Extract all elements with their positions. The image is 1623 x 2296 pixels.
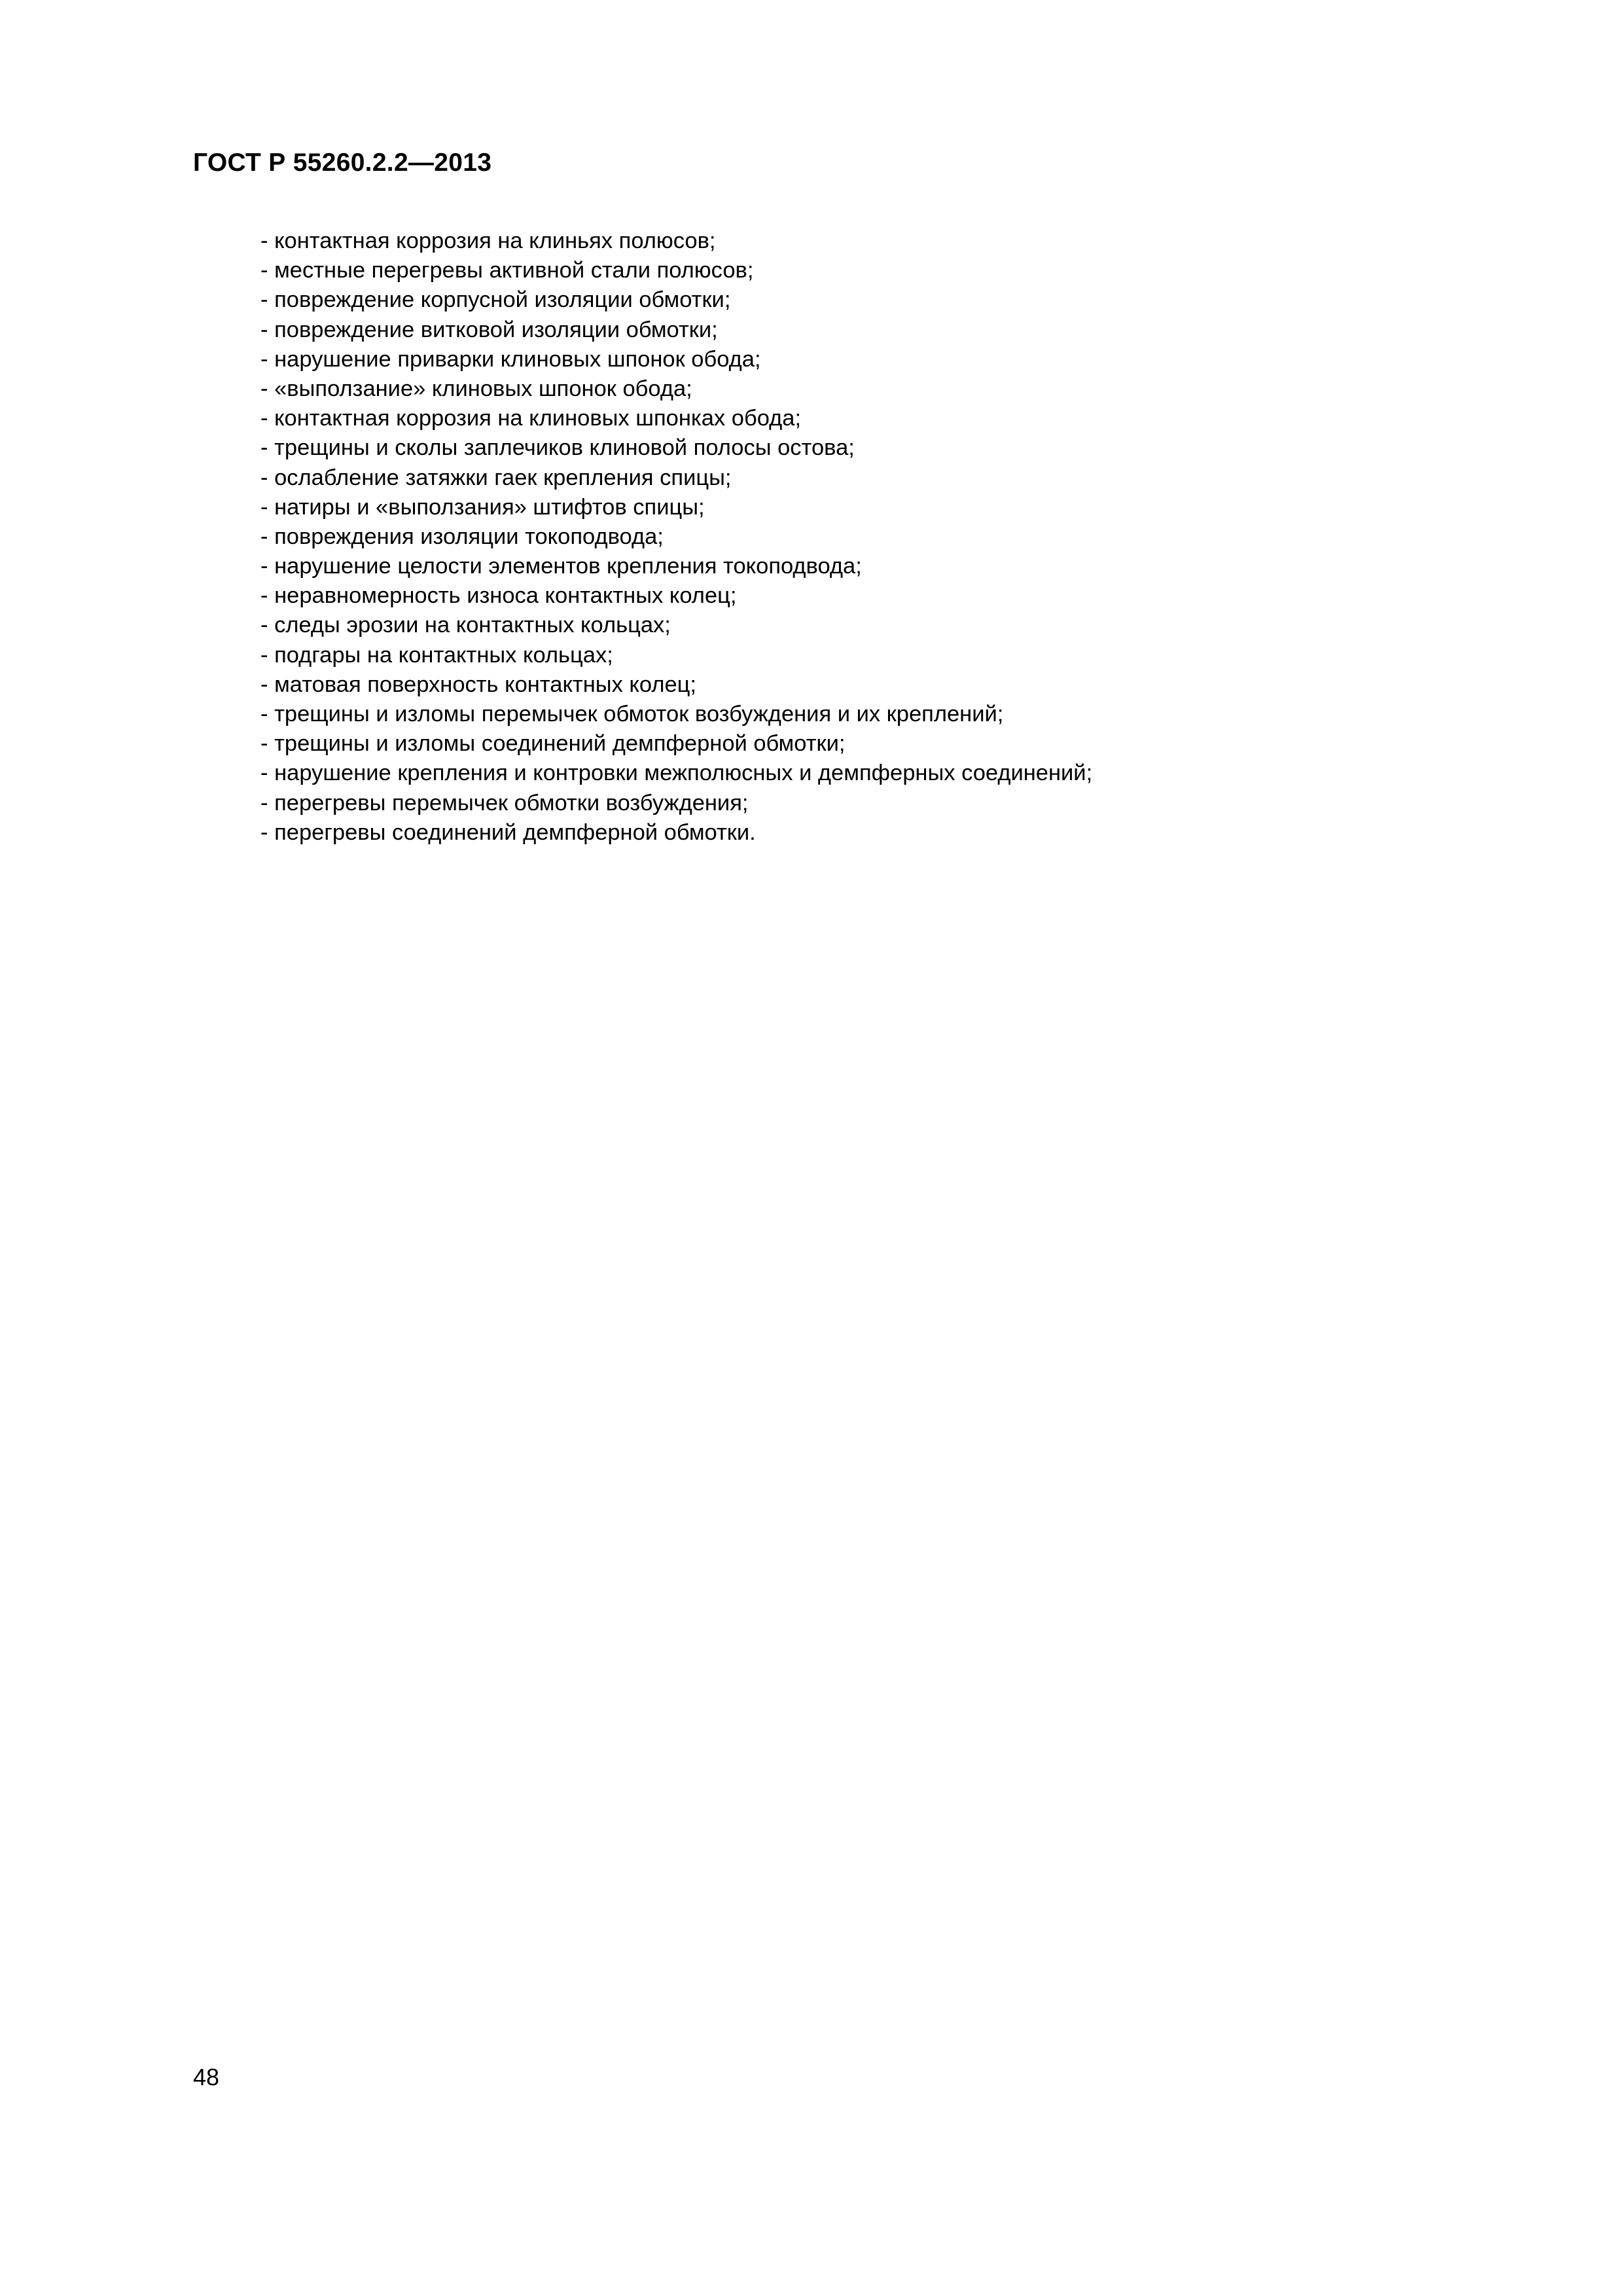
list-item: - матовая поверхность контактных колец; <box>260 672 696 697</box>
list-item: - трещины и изломы соединений демпферной обмотки; <box>260 731 846 757</box>
list-item: - ослабление затяжки гаек крепления спицы; <box>260 465 732 490</box>
list-item: - подгары на контактных кольцах; <box>260 642 613 668</box>
list-item: - неравномерность износа контактных колец; <box>260 583 737 609</box>
list-item: - повреждения изоляции токоподвода; <box>260 524 664 549</box>
list-item: - нарушение целости элементов крепления токоподвода; <box>260 554 862 579</box>
list-item: - повреждение витковой изоляции обмотки; <box>260 317 718 342</box>
list-item: - нарушение приварки клиновых шпонок обода; <box>260 346 761 372</box>
list-item: - повреждение корпусной изоляции обмотки; <box>260 287 731 313</box>
list-item: - местные перегревы активной стали полюсов; <box>260 258 754 283</box>
list-item: - перегревы перемычек обмотки возбуждения; <box>260 790 749 816</box>
list-item: - трещины и сколы заплечиков клиновой полосы остова; <box>260 435 855 461</box>
document-code-header: ГОСТ Р 55260.2.2—2013 <box>193 149 492 177</box>
list-item: - перегревы соединений демпферной обмотки. <box>260 819 756 845</box>
list-item: - следы эрозии на контактных кольцах; <box>260 613 671 638</box>
list-item: - натиры и «выползания» штифтов спицы; <box>260 494 705 520</box>
page-number: 48 <box>193 2064 220 2090</box>
list-item: - нарушение крепления и контровки межполюсных и демпферных соединений; <box>260 761 1093 786</box>
defect-list <box>260 226 1092 848</box>
list-item: - контактная коррозия на клиньях полюсов; <box>260 228 716 253</box>
list-item: - контактная коррозия на клиновых шпонках обода; <box>260 406 802 431</box>
list-item: - «выползание» клиновых шпонок обода; <box>260 376 692 401</box>
list-item: - трещины и изломы перемычек обмоток возбуждения и их креплений; <box>260 702 1004 726</box>
